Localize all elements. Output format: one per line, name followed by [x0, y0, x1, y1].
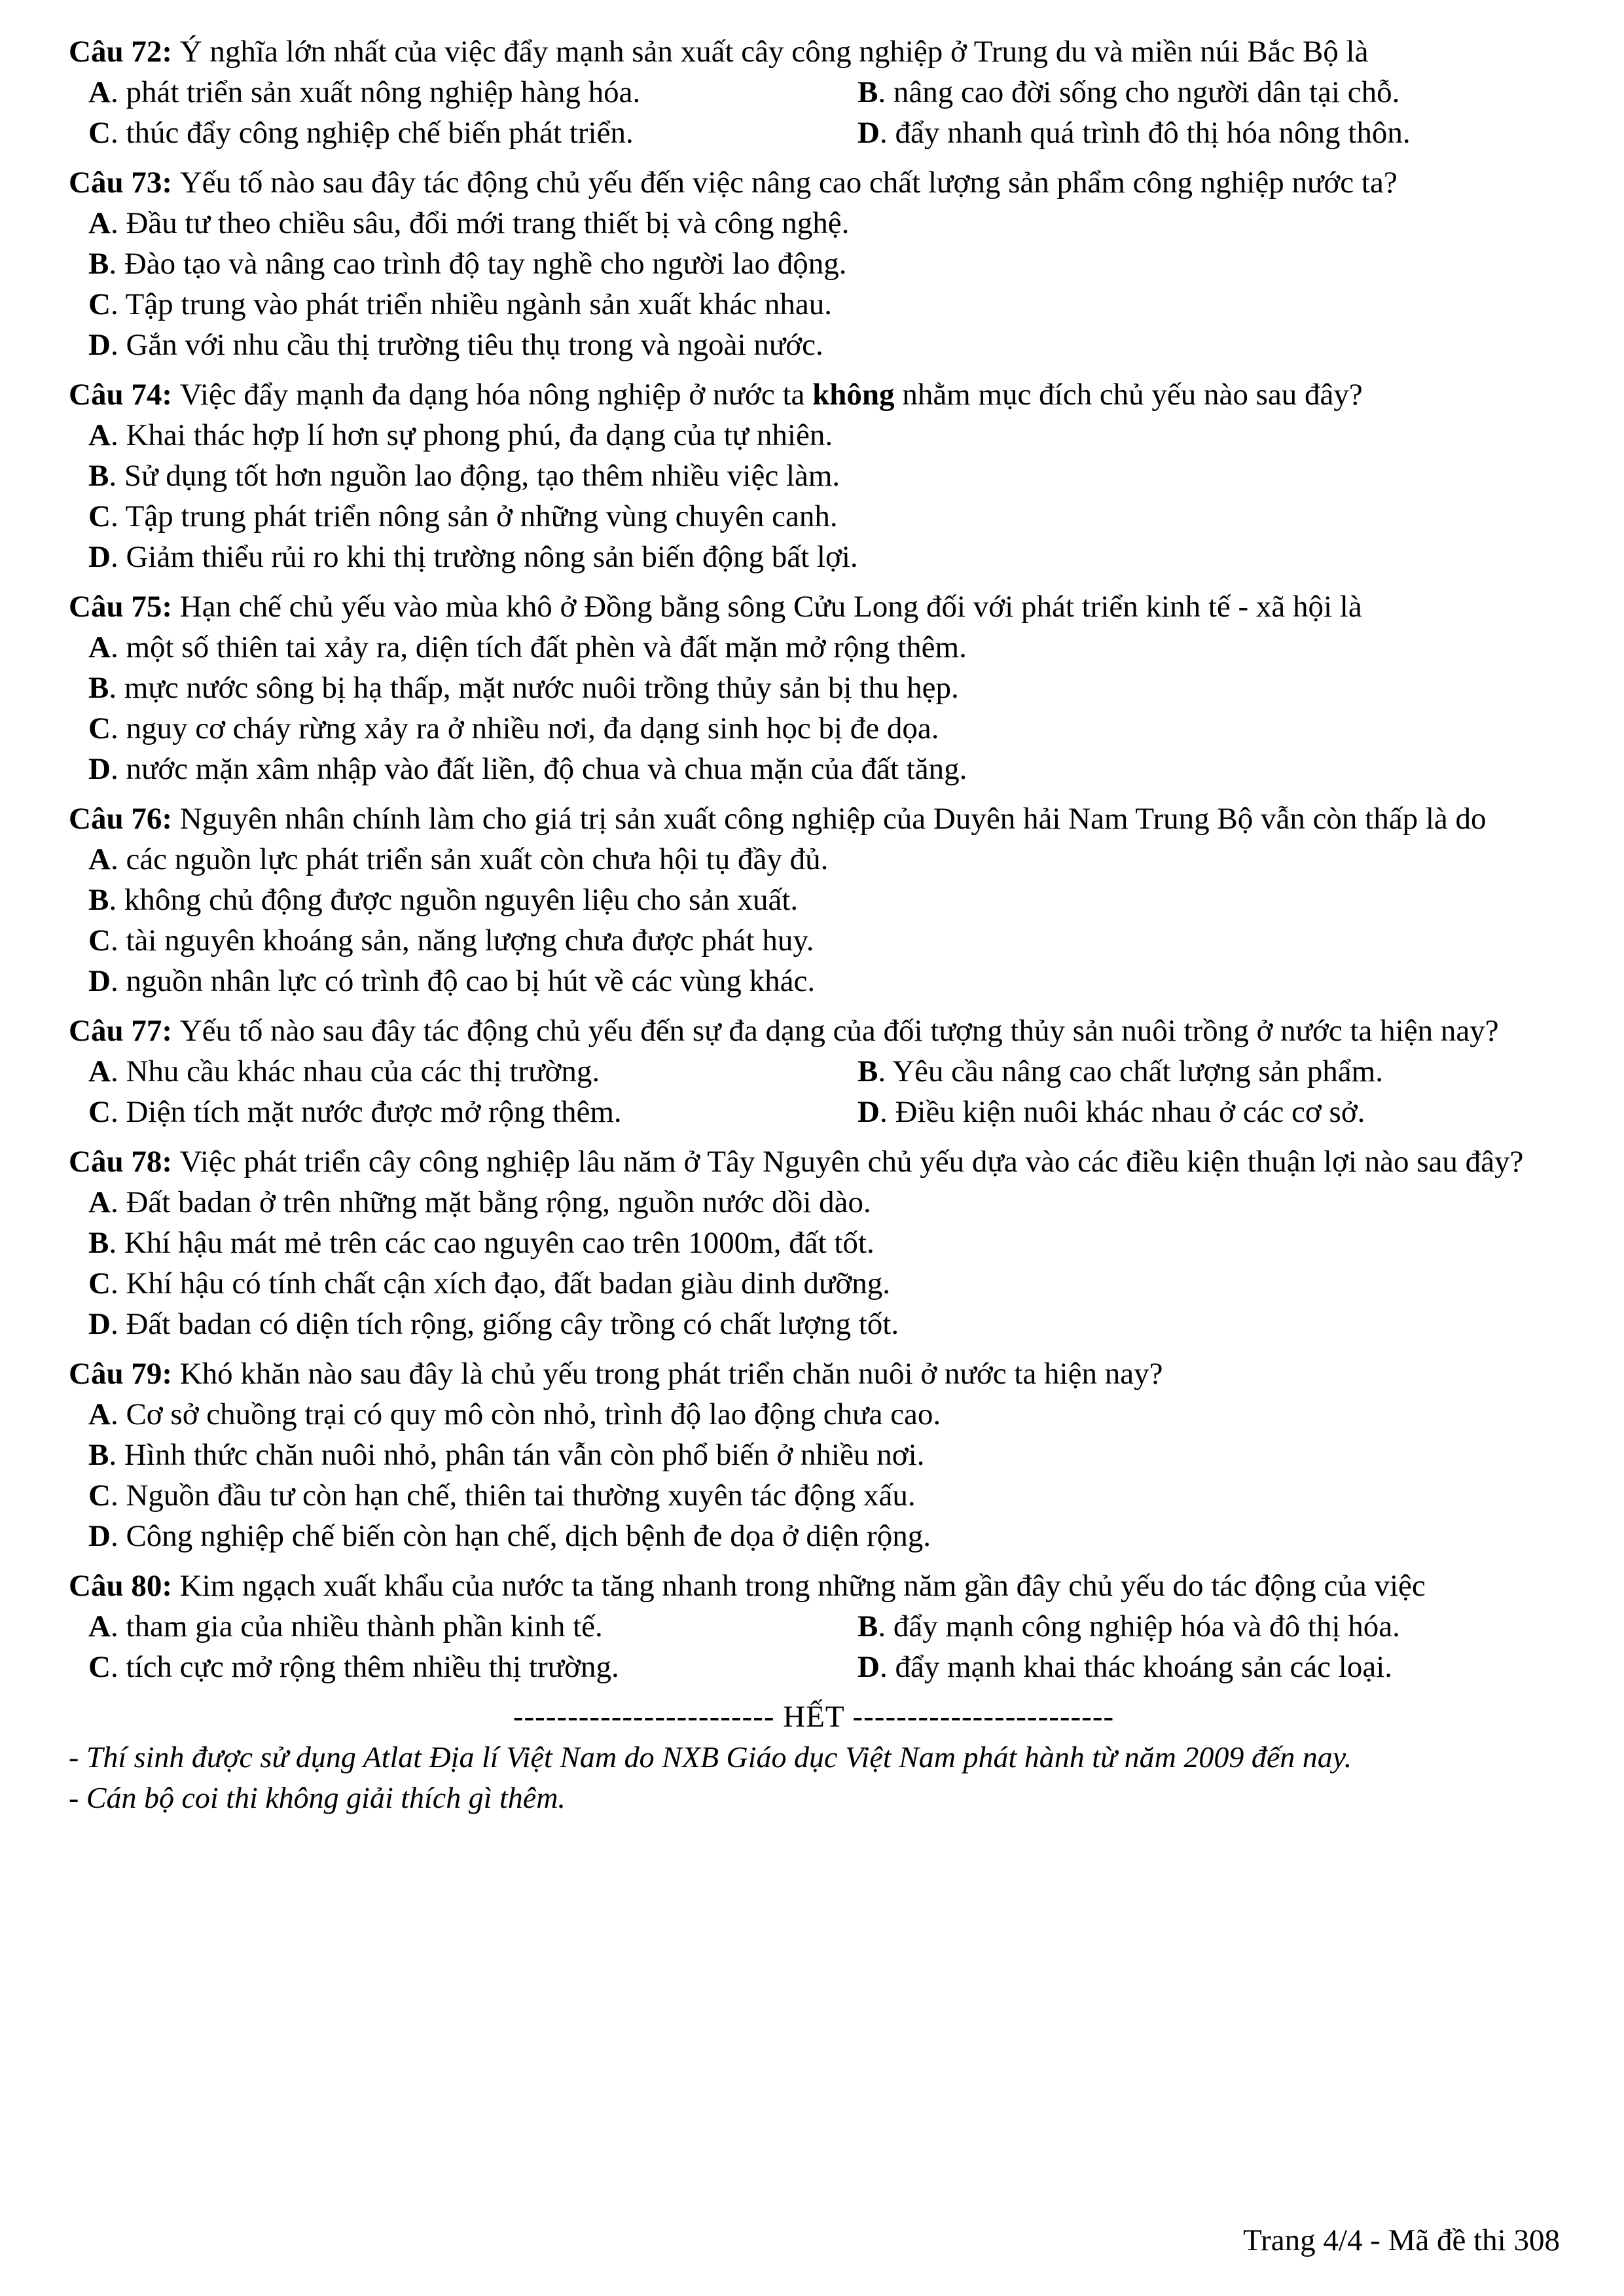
- option-letter: D: [88, 1307, 111, 1341]
- option-c: C. Khí hậu có tính chất cận xích đạo, đất badan giàu dinh dưỡng.: [88, 1266, 891, 1300]
- option-c: C. thúc đẩy công nghiệp chế biến phát triển.: [88, 116, 634, 150]
- option-letter: D: [88, 328, 111, 362]
- stem-text: Kim ngạch xuất khẩu của nước ta tăng nhanh trong những năm gần đây chủ yếu do tác động của việc: [179, 1569, 1426, 1603]
- option-c: C. Nguồn đầu tư còn hạn chế, thiên tai thường xuyên tác động xấu.: [88, 1479, 916, 1513]
- option-letter: C: [88, 499, 111, 533]
- option-a: A. Cơ sở chuồng trại có quy mô còn nhỏ, trình độ lao động chưa cao.: [88, 1397, 941, 1431]
- option-letter: D: [88, 964, 111, 998]
- option-letter: B: [88, 883, 109, 917]
- option-letter: A: [88, 1397, 111, 1431]
- option-letter: D: [88, 752, 111, 786]
- end-marker: ------------------------ HẾT ------------------------: [513, 1700, 1115, 1734]
- option-letter: B: [857, 75, 878, 109]
- question-block: [69, 374, 1559, 577]
- option-d: D. đẩy nhanh quá trình đô thị hóa nông thôn.: [857, 116, 1411, 150]
- option-a: A. các nguồn lực phát triển sản xuất còn chưa hội tụ đầy đủ.: [88, 842, 829, 876]
- option-letter: C: [88, 924, 111, 958]
- question-stem: [69, 162, 1559, 203]
- option-d: D. nguồn nhân lực có trình độ cao bị hút về các vùng khác.: [88, 964, 816, 998]
- option-letter: D: [857, 1650, 880, 1684]
- stem-text: Yếu tố nào sau đây tác động chủ yếu đến việc nâng cao chất lượng sản phẩm công nghiệp nước ta?: [179, 166, 1398, 200]
- options: [69, 627, 1559, 789]
- question-stem: [69, 1566, 1559, 1606]
- option-d: D. Giảm thiểu rủi ro khi thị trường nông sản biến động bất lợi.: [88, 540, 858, 574]
- option-c: C. Tập trung vào phát triển nhiều ngành sản xuất khác nhau.: [88, 287, 832, 321]
- question-number: Câu 77:: [69, 1014, 180, 1048]
- option-letter: A: [88, 1185, 111, 1219]
- options: [69, 1182, 1559, 1344]
- option-d: D. nước mặn xâm nhập vào đất liền, độ chua và chua mặn của đất tăng.: [88, 752, 967, 786]
- stem-emphasis: không: [812, 378, 895, 412]
- stem-text: nhằm mục đích chủ yếu nào sau đây?: [894, 378, 1363, 412]
- question-stem: [69, 1354, 1559, 1394]
- question-block: [69, 31, 1559, 153]
- option-letter: C: [88, 116, 111, 150]
- question-number: Câu 74:: [69, 378, 180, 412]
- option-letter: A: [88, 75, 111, 109]
- option-letter: B: [88, 247, 109, 281]
- question-block: [69, 162, 1559, 365]
- question-stem: [69, 586, 1559, 627]
- option-letter: D: [857, 116, 880, 150]
- option-b: B. không chủ động được nguồn nguyên liệu cho sản xuất.: [88, 883, 799, 917]
- question-stem: [69, 31, 1559, 72]
- question-list: [69, 31, 1559, 1687]
- option-letter: B: [88, 459, 109, 493]
- option-c: C. Tập trung phát triển nông sản ở những vùng chuyên canh.: [88, 499, 838, 533]
- option-b: B. Yêu cầu nâng cao chất lượng sản phẩm.: [857, 1054, 1383, 1088]
- option-b: B. Hình thức chăn nuôi nhỏ, phân tán vẫn còn phổ biến ở nhiều nơi.: [88, 1438, 925, 1472]
- question-number: Câu 78:: [69, 1145, 180, 1179]
- option-letter: A: [88, 1054, 111, 1088]
- option-letter: B: [857, 1609, 878, 1643]
- option-letter: B: [857, 1054, 878, 1088]
- option-d: D. Đất badan có diện tích rộng, giống cây trồng có chất lượng tốt.: [88, 1307, 899, 1341]
- options: [69, 203, 1559, 365]
- question-stem: [69, 1141, 1559, 1182]
- question-block: [69, 1354, 1559, 1556]
- option-d: D. đẩy mạnh khai thác khoáng sản các loại.: [857, 1650, 1393, 1684]
- option-letter: A: [88, 630, 111, 664]
- option-letter: D: [857, 1095, 880, 1129]
- option-b: B. Khí hậu mát mẻ trên các cao nguyên cao trên 1000m, đất tốt.: [88, 1226, 875, 1260]
- option-letter: C: [88, 1095, 111, 1129]
- stem-text: Khó khăn nào sau đây là chủ yếu trong phát triển chăn nuôi ở nước ta hiện nay?: [179, 1357, 1163, 1391]
- option-a: A. Đất badan ở trên những mặt bằng rộng, nguồn nước dồi dào.: [88, 1185, 871, 1219]
- option-a: A. Đầu tư theo chiều sâu, đổi mới trang thiết bị và công nghệ.: [88, 206, 850, 240]
- stem-text: Nguyên nhân chính làm cho giá trị sản xuất công nghiệp của Duyên hải Nam Trung Bộ vẫn còn thấp là do: [179, 802, 1487, 836]
- option-letter: B: [88, 671, 109, 705]
- question-number: Câu 79:: [69, 1357, 180, 1391]
- option-letter: B: [88, 1438, 109, 1472]
- option-a: A. phát triển sản xuất nông nghiệp hàng hóa.: [88, 75, 641, 109]
- question-stem: [69, 798, 1559, 839]
- option-d: D. Công nghiệp chế biến còn hạn chế, dịch bệnh đe dọa ở diện rộng.: [88, 1519, 931, 1553]
- options: [69, 415, 1559, 577]
- option-letter: A: [88, 418, 111, 452]
- options: [69, 839, 1559, 1001]
- option-c: C. nguy cơ cháy rừng xảy ra ở nhiều nơi, đa dạng sinh học bị đe dọa.: [88, 711, 939, 745]
- question-stem: [69, 1011, 1559, 1051]
- option-b: B. nâng cao đời sống cho người dân tại chỗ.: [857, 75, 1400, 109]
- option-letter: D: [88, 540, 111, 574]
- footer-note-proctor: - Cán bộ coi thi không giải thích gì thêm.: [69, 1781, 566, 1814]
- option-b: B. Sử dụng tốt hơn nguồn lao động, tạo thêm nhiều việc làm.: [88, 459, 840, 493]
- option-letter: D: [88, 1519, 111, 1553]
- question-block: [69, 798, 1559, 1001]
- options: [69, 1394, 1559, 1556]
- question-stem: [69, 374, 1559, 415]
- question-number: Câu 75:: [69, 590, 180, 624]
- option-d: D. Gắn với nhu cầu thị trường tiêu thụ trong và ngoài nước.: [88, 328, 823, 362]
- option-letter: B: [88, 1226, 109, 1260]
- stem-text: Hạn chế chủ yếu vào mùa khô ở Đồng bằng sông Cửu Long đối với phát triển kinh tế - xã hội là: [179, 590, 1362, 624]
- option-letter: C: [88, 1650, 111, 1684]
- options: [69, 1606, 1559, 1687]
- option-c: C. tích cực mở rộng thêm nhiều thị trường.: [88, 1650, 619, 1684]
- question-number: Câu 73:: [69, 166, 180, 200]
- question-number: Câu 80:: [69, 1569, 180, 1603]
- option-a: A. Khai thác hợp lí hơn sự phong phú, đa dạng của tự nhiên.: [88, 418, 833, 452]
- option-letter: C: [88, 1266, 111, 1300]
- option-a: A. Nhu cầu khác nhau của các thị trường.: [88, 1054, 600, 1088]
- question-number: Câu 76:: [69, 802, 180, 836]
- question-block: [69, 586, 1559, 789]
- option-letter: A: [88, 842, 111, 876]
- option-c: C. tài nguyên khoáng sản, năng lượng chưa được phát huy.: [88, 924, 814, 958]
- option-letter: C: [88, 287, 111, 321]
- stem-text: Việc đẩy mạnh đa dạng hóa nông nghiệp ở nước ta: [179, 378, 813, 412]
- options: [69, 1051, 1559, 1132]
- page-number-label: Trang 4/4 - Mã đề thi 308: [1243, 2223, 1560, 2257]
- option-letter: A: [88, 206, 111, 240]
- option-d: D. Điều kiện nuôi khác nhau ở các cơ sở.: [857, 1095, 1365, 1129]
- option-a: A. một số thiên tai xảy ra, diện tích đất phèn và đất mặn mở rộng thêm.: [88, 630, 967, 664]
- option-letter: C: [88, 1479, 111, 1513]
- question-block: [69, 1141, 1559, 1344]
- stem-text: Yếu tố nào sau đây tác động chủ yếu đến sự đa dạng của đối tượng thủy sản nuôi trồng ở nước ta hiện nay?: [179, 1014, 1499, 1048]
- option-letter: A: [88, 1609, 111, 1643]
- stem-text: Ý nghĩa lớn nhất của việc đẩy mạnh sản xuất cây công nghiệp ở Trung du và miền núi Bắc Bộ là: [179, 35, 1369, 69]
- question-number: Câu 72:: [69, 35, 180, 69]
- option-b: B. mực nước sông bị hạ thấp, mặt nước nuôi trồng thủy sản bị thu hẹp.: [88, 671, 959, 705]
- question-block: [69, 1566, 1559, 1687]
- question-block: [69, 1011, 1559, 1132]
- option-letter: C: [88, 711, 111, 745]
- option-b: B. Đào tạo và nâng cao trình độ tay nghề cho người lao động.: [88, 247, 847, 281]
- stem-text: Việc phát triển cây công nghiệp lâu năm ở Tây Nguyên chủ yếu dựa vào các điều kiện thuận lợi nào sau đây?: [179, 1145, 1524, 1179]
- footer-note-atlas: - Thí sinh được sử dụng Atlat Địa lí Việt Nam do NXB Giáo dục Việt Nam phát hành từ năm 2009 đến nay.: [69, 1740, 1352, 1774]
- option-a: A. tham gia của nhiều thành phần kinh tế.: [88, 1609, 603, 1643]
- option-b: B. đẩy mạnh công nghiệp hóa và đô thị hóa.: [857, 1609, 1400, 1643]
- options: [69, 72, 1559, 153]
- option-c: C. Diện tích mặt nước được mở rộng thêm.: [88, 1095, 622, 1129]
